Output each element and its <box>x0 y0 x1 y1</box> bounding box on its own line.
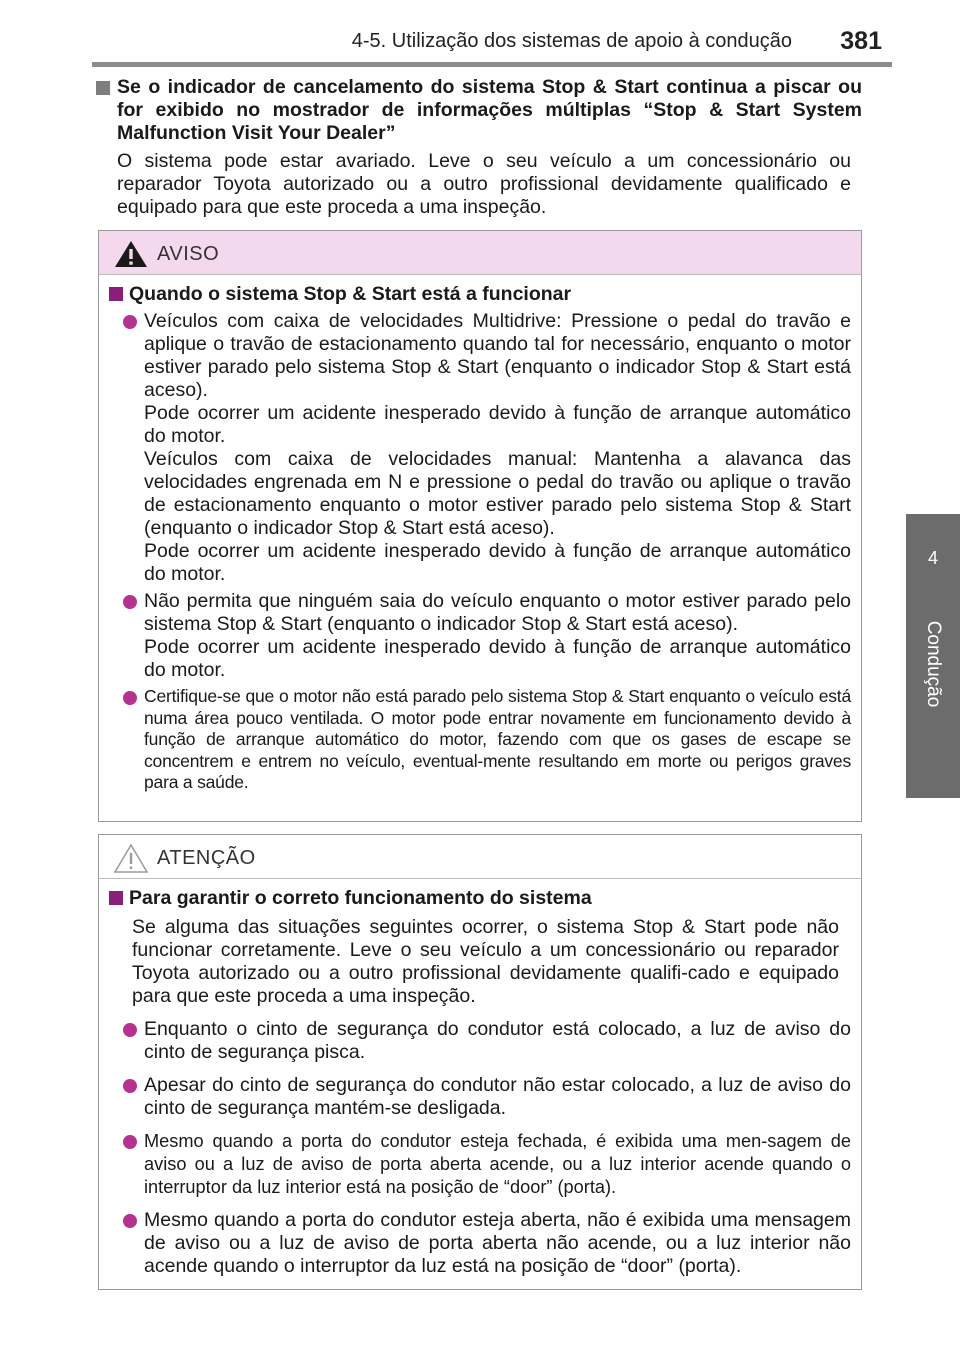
header-rule <box>92 62 892 67</box>
intro-heading <box>96 76 862 145</box>
warning-box <box>98 230 862 822</box>
round-bullet-icon <box>123 1079 137 1093</box>
paragraph: Enquanto o cinto de segurança do condutor está colocado, a luz de aviso do cinto de segurança pisca. <box>144 1018 851 1063</box>
caution-box <box>98 834 862 1290</box>
warning-triangle-icon <box>113 239 149 269</box>
paragraph: Certifique-se que o motor não está parado pelo sistema Stop & Start enquanto o veículo está numa área pouco ventilada. O motor pode entrar novamente em funcionamento devido à função de arranque automático do motor, fazendo com que os gases de escape se concentrem e entrem no veículo, eventual-mente resultando em morte ou perigos graves para a saúde. <box>144 686 851 792</box>
paragraph: Apesar do cinto de segurança do condutor não estar colocado, a luz de aviso do cinto de segurança mantém-se desligada. <box>144 1074 851 1119</box>
list-item <box>109 310 851 586</box>
paragraph: Veículos com caixa de velocidades manual: Mantenha a alavanca das velocidades engrenada em N e pressione o pedal do travão ou aplique o travão de estacionamento enquanto o motor estiver parado pelo sistema Stop & Start (enquanto o indicador Stop & Start está aceso). <box>144 448 851 539</box>
chapter-side-tab <box>906 514 960 798</box>
round-bullet-icon <box>123 1214 137 1228</box>
list-item <box>109 686 851 794</box>
caution-intro: Se alguma das situações seguintes ocorrer, o sistema Stop & Start pode não funcionar corretamente. Leve o seu veículo a um concessionário ou reparador Toyota autorizado ou a outro profissional devidamente qualifi-cado e equipado para que este proceda a uma inspeção. <box>132 916 839 1007</box>
page-number: 381 <box>840 27 882 55</box>
intro-section <box>96 76 862 219</box>
warning-label: AVISO <box>157 243 220 265</box>
warning-section-heading <box>109 283 851 306</box>
caution-label: ATENÇÃO <box>157 847 256 869</box>
list-item <box>109 590 851 682</box>
paragraph: Pode ocorrer um acidente inesperado devido à função de arranque automático do motor. <box>144 540 851 585</box>
warning-section-heading-text: Quando o sistema Stop & Start está a funcionar <box>129 283 572 305</box>
section-title: 4-5. Utilização dos sistemas de apoio à condução <box>351 30 792 52</box>
round-bullet-icon <box>123 315 137 329</box>
chapter-label: Condução <box>923 620 944 708</box>
caution-section-heading-text: Para garantir o correto funcionamento do sistema <box>129 887 592 909</box>
caution-triangle-icon <box>113 843 149 875</box>
round-bullet-icon <box>123 1023 137 1037</box>
chapter-number: 4 <box>927 548 938 568</box>
paragraph: Veículos com caixa de velocidades Multidrive: Pressione o pedal do travão e aplique o travão de estacionamento quando tal for necessário, enquanto o motor estiver parado pelo sistema Stop & Start (enquanto o indicador Stop & Start está aceso). <box>144 310 851 401</box>
paragraph: Não permita que ninguém saia do veículo enquanto o motor estiver parado pelo sistema Stop & Start (enquanto o indicador Stop & Start está aceso). <box>144 590 851 635</box>
page-header <box>0 0 960 70</box>
list-item <box>109 1209 851 1278</box>
paragraph: Mesmo quando a porta do condutor esteja fechada, é exibida uma men-sagem de aviso ou a luz de aviso de porta aberta acende, ou a luz interior acende quando o interruptor da luz interior está na posição de “door” (porta). <box>144 1131 851 1197</box>
round-bullet-icon <box>123 595 137 609</box>
square-bullet-icon <box>109 287 123 301</box>
caution-header <box>99 835 861 879</box>
paragraph: Pode ocorrer um acidente inesperado devido à função de arranque automático do motor. <box>144 636 851 681</box>
intro-heading-text: Se o indicador de cancelamento do sistema Stop & Start continua a piscar ou for exibido no mostrador de informações múltiplas “Stop & Start System Malfunction Visit Your Dealer” <box>117 76 862 144</box>
square-bullet-icon <box>109 891 123 905</box>
paragraph: Mesmo quando a porta do condutor esteja aberta, não é exibida uma mensagem de aviso ou a luz de aviso de porta aberta não acende, ou a luz interior não acende quando o interruptor da luz está na posição de “door” (porta). <box>144 1209 851 1277</box>
list-item <box>109 1074 851 1120</box>
caution-section-heading <box>109 887 851 910</box>
paragraph: Pode ocorrer um acidente inesperado devido à função de arranque automático do motor. <box>144 402 851 447</box>
list-item <box>109 1130 851 1199</box>
round-bullet-icon <box>123 1135 137 1149</box>
warning-header <box>99 231 861 275</box>
intro-body: O sistema pode estar avariado. Leve o seu veículo a um concessionário ou reparador Toyota autorizado ou a outro profissional devidamente qualificado e equipado para que este proceda a uma inspeção. <box>117 150 851 218</box>
round-bullet-icon <box>123 691 137 705</box>
square-bullet-icon <box>96 81 110 95</box>
list-item <box>109 1018 851 1064</box>
